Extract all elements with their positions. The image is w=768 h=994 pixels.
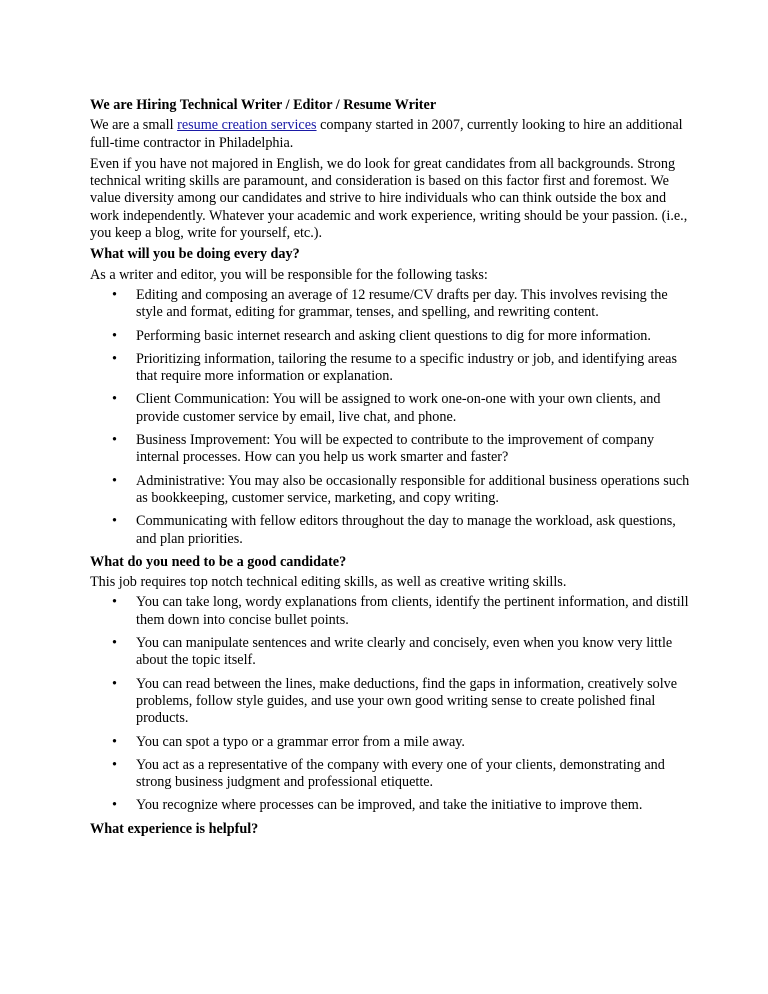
list-item: [90, 594, 690, 629]
resume-services-link[interactable]: resume creation services: [177, 117, 317, 134]
intro-paragraph: [90, 117, 690, 152]
list-item-text: You can manipulate sentences and write clearly and concisely, even when you know very little about the topic itself.: [136, 635, 673, 669]
bullet-icon: •: [112, 675, 117, 692]
list-item-text: Performing basic internet research and asking client questions to dig for more information.: [136, 327, 651, 344]
intro-text-end: company started in 2007, currently looking to hire an additional full-time contractor in Philadelphia.: [90, 117, 683, 151]
bullet-icon: •: [112, 350, 117, 367]
list-item-text: You can take long, wordy explanations from clients, identify the pertinent information, and distill them down into concise bullet points.: [136, 594, 689, 628]
list-item: [90, 513, 690, 548]
candidates-paragraph: Even if you have not majored in English, we do look for great candidates from all backgrounds. Strong technical writing skills are paramount, and consideration is based on this factor first and foremost. We value diversity among our candidates and strive to hire individuals who can think outside the box and work independently. Whatever your academic and work experience, writing should be your passion. (i.e., you keep a blog, write for yourself, etc.).: [90, 155, 688, 242]
bullet-icon: •: [112, 286, 117, 303]
candidate-requirements-heading: What do you need to be a good candidate?: [90, 553, 347, 570]
bullet-icon: •: [112, 756, 117, 773]
list-item: [90, 473, 690, 508]
list-item: [90, 287, 690, 322]
candidate-requirements-lead: This job requires top notch technical editing skills, as well as creative writing skills.: [90, 574, 567, 591]
bullet-icon: •: [112, 432, 117, 449]
list-item: [90, 351, 690, 386]
helpful-experience-heading: What experience is helpful?: [90, 820, 259, 837]
list-item-text: Communicating with fellow editors throughout the day to manage the workload, ask questions, and plan priorities.: [136, 513, 676, 547]
list-item: [90, 432, 690, 467]
list-item: [90, 328, 690, 345]
document-page: [90, 97, 690, 841]
daily-tasks-heading: What will you be doing every day?: [90, 246, 300, 263]
list-item: [90, 635, 690, 670]
job-title-heading: We are Hiring Technical Writer / Editor / Resume Writer: [90, 97, 437, 113]
bullet-icon: •: [112, 391, 117, 408]
candidate-requirements-list: [90, 594, 690, 814]
bullet-icon: •: [112, 635, 117, 652]
list-item-text: Business Improvement: You will be expected to contribute to the improvement of company internal processes. How can you help us work smarter and faster?: [136, 432, 655, 466]
list-item: [90, 676, 690, 728]
list-item: [90, 757, 690, 792]
list-item: [90, 391, 690, 426]
bullet-icon: •: [112, 797, 117, 814]
list-item-text: Editing and composing an average of 12 resume/CV drafts per day. This involves revising the style and format, editing for grammar, tenses, and spelling, and rewriting content.: [136, 286, 668, 321]
list-item-text: Client Communication: You will be assigned to work one-on-one with your own clients, and provide customer service by email, live chat, and phone.: [136, 391, 661, 425]
list-item-text: Prioritizing information, tailoring the resume to a specific industry or job, and identifying areas that require more information or explanation.: [136, 350, 677, 385]
daily-tasks-list: [90, 287, 690, 548]
intro-text-start: We are a small: [90, 117, 178, 134]
daily-tasks-lead: As a writer and editor, you will be responsible for the following tasks:: [90, 266, 488, 283]
bullet-icon: •: [112, 472, 117, 489]
bullet-icon: •: [112, 513, 117, 530]
list-item-text: You act as a representative of the company with every one of your clients, demonstrating and strong business judgment and professional etiquette.: [136, 756, 665, 791]
bullet-icon: •: [112, 594, 117, 611]
bullet-icon: •: [112, 327, 117, 344]
list-item-text: You can spot a typo or a grammar error from a mile away.: [136, 733, 465, 750]
list-item: [90, 734, 690, 751]
list-item-text: You can read between the lines, make deductions, find the gaps in information, creatively solve problems, follow style guides, and use your own good writing sense to create polished final products.: [136, 675, 678, 727]
list-item: [90, 797, 690, 814]
bullet-icon: •: [112, 733, 117, 750]
list-item-text: You recognize where processes can be improved, and take the initiative to improve them.: [136, 797, 643, 814]
list-item-text: Administrative: You may also be occasionally responsible for additional business operations such as bookkeeping, customer service, marketing, and copy writing.: [136, 472, 690, 506]
